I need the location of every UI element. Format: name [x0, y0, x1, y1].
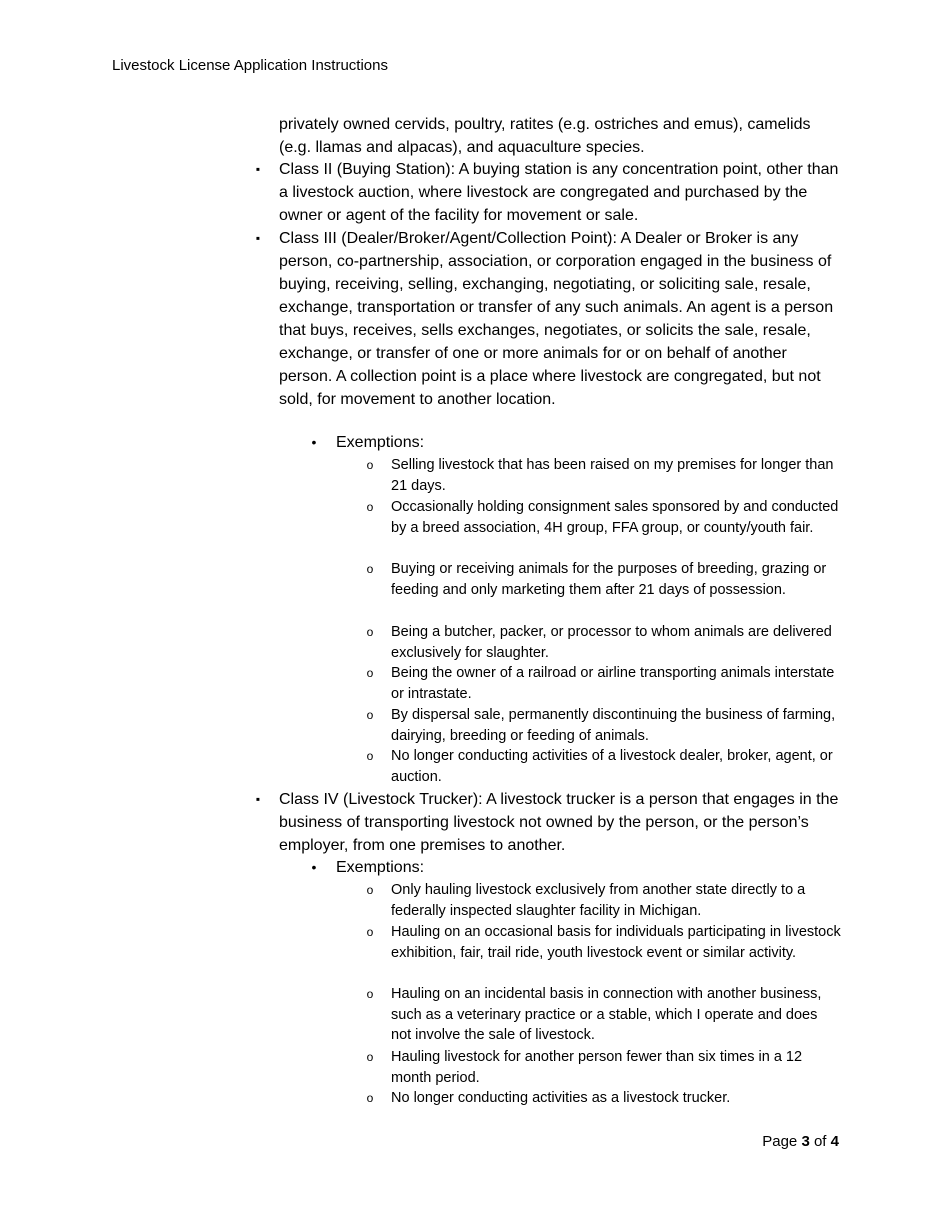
circle-bullet-icon: o — [366, 1050, 374, 1064]
class-iii-exemption-item — [366, 455, 841, 496]
exemption-text: No longer conducting activities as a livestock trucker. — [391, 1090, 731, 1106]
exemption-text: Only hauling livestock exclusively from another state directly to a federally inspected slaughter facility in Michigan. — [391, 882, 806, 919]
exemption-text: By dispersal sale, permanently discontinuing the business of farming, dairying, breeding or feeding of animals. — [391, 707, 836, 744]
exemptions-label: Exemptions: — [336, 859, 425, 876]
of-word: of — [813, 1133, 827, 1150]
class-iv-exemption-item — [366, 1088, 841, 1109]
page-word: Page — [762, 1133, 798, 1150]
circle-bullet-icon: o — [366, 562, 374, 576]
page-number-footer — [700, 1132, 839, 1152]
class-iv-exemption-item — [366, 1047, 841, 1088]
class-iv-exemptions-heading — [311, 857, 836, 878]
class-iii-exemption-item — [366, 497, 841, 538]
exemption-text: Buying or receiving animals for the purposes of breeding, grazing or feeding and only marketing them after 21 days of possession. — [391, 561, 827, 598]
class-iv-item — [255, 788, 844, 857]
exemption-text: Occasionally holding consignment sales sponsored by and conducted by a breed association, 4H group, FFA group, or county/youth fair. — [391, 499, 839, 536]
total-pages-number: 4 — [830, 1133, 839, 1150]
circle-bullet-icon: o — [366, 666, 374, 680]
circle-bullet-icon: o — [366, 500, 374, 514]
class-iii-exemption-item — [366, 746, 841, 787]
circle-bullet-icon: o — [366, 625, 374, 639]
intro-continuation: privately owned cervids, poultry, ratites (e.g. ostriches and emus), camelids (e.g. llamas and alpacas), and aquaculture species. — [279, 116, 811, 156]
exemption-text: Hauling livestock for another person fewer than six times in a 12 month period. — [391, 1049, 803, 1086]
class-iii-text: Class III (Dealer/Broker/Agent/Collection Point): A Dealer or Broker is any person, co-partnership, association, or corporation engaged in the business of buying, receiving, selling, exchanging, negotiating, or soliciting sale, resale, exchange, transportation or transfer of any such animals. An agent is a person that buys, receives, sells exchanges, negotiates, or solicits the sale, resale, exchange, or transfer of one or more animals for or on behalf of another person. A collection point is a place where livestock are congregated, but not sold, for movement to another location. — [279, 230, 834, 408]
class-ii-item — [255, 158, 844, 227]
circle-bullet-icon: o — [366, 458, 374, 472]
exemption-text: Hauling on an occasional basis for individuals participating in livestock exhibition, fair, trail ride, youth livestock event or similar activity. — [391, 924, 841, 961]
class-iii-exemptions-heading — [311, 432, 836, 453]
class-iv-exemption-item — [366, 922, 841, 963]
class-iii-exemption-item — [366, 622, 841, 663]
circle-bullet-icon: o — [366, 1091, 374, 1105]
page-header: Livestock License Application Instructions — [112, 57, 388, 74]
exemption-text: Selling livestock that has been raised on my premises for longer than 21 days. — [391, 457, 834, 494]
class-iv-exemption-item — [366, 984, 841, 1046]
class-iii-exemption-item — [366, 705, 841, 746]
class-iii-exemption-item — [366, 559, 841, 600]
square-bullet-icon: ▪ — [255, 792, 261, 806]
square-bullet-icon: ▪ — [255, 231, 261, 245]
class-iii-item — [255, 227, 844, 411]
circle-bullet-icon: o — [366, 925, 374, 939]
class-iii-exemption-item — [366, 663, 841, 704]
square-bullet-icon: ▪ — [255, 162, 261, 176]
disc-bullet-icon: • — [311, 859, 317, 875]
class-ii-text: Class II (Buying Station): A buying station is any concentration point, other than a livestock auction, where livestock are congregated and purchased by the owner or agent of the facility for movement or sale. — [279, 161, 839, 224]
circle-bullet-icon: o — [366, 749, 374, 763]
disc-bullet-icon: • — [311, 434, 317, 450]
exemption-text: Hauling on an incidental basis in connection with another business, such as a veterinary practice or a stable, which I operate and does not involve the sale of livestock. — [391, 986, 822, 1044]
class-iv-exemption-item — [366, 880, 841, 921]
circle-bullet-icon: o — [366, 883, 374, 897]
exemption-text: Being a butcher, packer, or processor to whom animals are delivered exclusively for slaughter. — [391, 624, 832, 661]
current-page-number: 3 — [801, 1133, 810, 1150]
exemption-text: Being the owner of a railroad or airline transporting animals interstate or intrastate. — [391, 665, 835, 702]
exemptions-label: Exemptions: — [336, 434, 425, 451]
class-iv-text: Class IV (Livestock Trucker): A livestock trucker is a person that engages in the business of transporting livestock not owned by the person, or the person’s employer, from one premises to another. — [279, 791, 839, 854]
circle-bullet-icon: o — [366, 708, 374, 722]
circle-bullet-icon: o — [366, 987, 374, 1001]
exemption-text: No longer conducting activities of a livestock dealer, broker, agent, or auction. — [391, 748, 833, 785]
